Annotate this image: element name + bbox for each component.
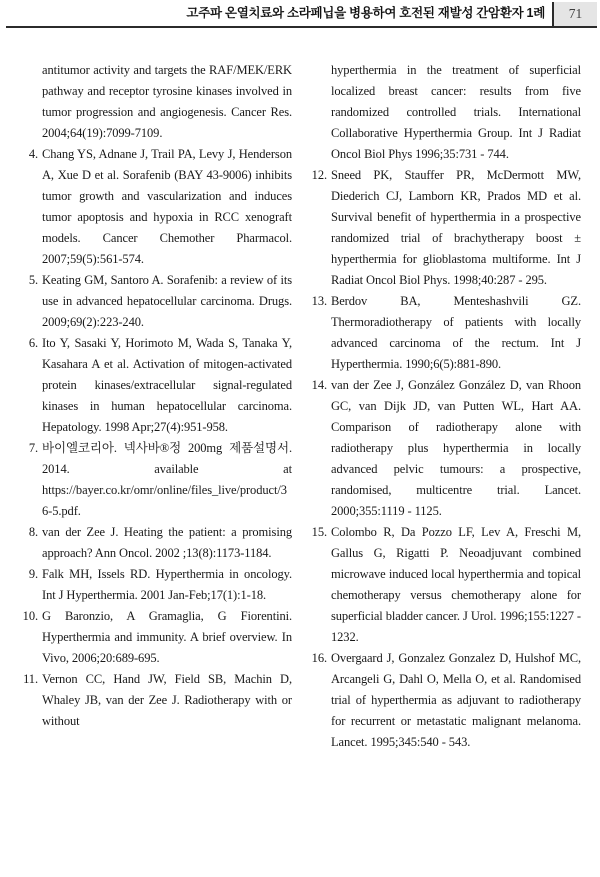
reference-item bbox=[21, 564, 292, 606]
reference-text: hyperthermia in the treatment of superficial localized breast cancer: results from five randomized controlled trials. International Collaborative Hyperthermia Group. Int J Radiat Oncol Biol Phys 1996;35:731 - 744. bbox=[331, 63, 581, 161]
reference-item bbox=[310, 522, 581, 648]
reference-item bbox=[21, 606, 292, 669]
reference-text: Overgaard J, Gonzalez Gonzalez D, Hulshof MC, Arcangeli G, Dahl O, Mella O, et al. Randomised trial of hyperthermia as adjuvant to radiotherapy for recurrent or metastatic malignant melanoma. Lancet. 1995;345:540 - 543. bbox=[331, 651, 581, 749]
reference-item bbox=[21, 144, 292, 270]
reference-number: 16. bbox=[311, 651, 327, 665]
reference-text: G Baronzio, A Gramaglia, G Fiorentini. Hyperthermia and immunity. A brief overview. In Vivo, 2006;20:689-695. bbox=[42, 609, 292, 665]
reference-item bbox=[310, 60, 581, 165]
reference-text: Falk MH, Issels RD. Hyperthermia in oncology. Int J Hyperthermia. 2001 Jan-Feb;17(1):1-18. bbox=[42, 567, 292, 602]
reference-number: 4. bbox=[28, 147, 38, 161]
reference-item bbox=[310, 291, 581, 375]
reference-item bbox=[21, 333, 292, 438]
reference-text: Chang YS, Adnane J, Trail PA, Levy J, Henderson A, Xue D et al. Sorafenib (BAY 43-9006) inhibits tumor growth and vascularization and induces tumor apoptosis and hypoxia in RCC xenograft models. Cancer Chemother Pharmacol. 2007;59(5):561-574. bbox=[42, 147, 292, 266]
reference-number: 10. bbox=[22, 609, 38, 623]
reference-number: 9. bbox=[28, 567, 38, 581]
reference-number: 7. bbox=[28, 441, 38, 455]
reference-text: Ito Y, Sasaki Y, Horimoto M, Wada S, Tanaka Y, Kasahara A et al. Activation of mitogen-activated protein kinases/extracellular signal-regulated kinases in human hepatocellular carcinoma. Hepatology. 1998 Apr;27(4):951-958. bbox=[42, 336, 292, 434]
reference-number: 5. bbox=[28, 273, 38, 287]
reference-item bbox=[21, 60, 292, 144]
reference-number: 12. bbox=[311, 168, 327, 182]
reference-text: Berdov BA, Menteshashvili GZ. Thermoradiotherapy of patients with locally advanced carcinoma of the rectum. Int J Hyperthermia. 1990;6(5):881-890. bbox=[331, 294, 581, 371]
reference-text: 바이엘코리아. 넥사바®정 200mg 제품설명서. 2014. available at https://bayer.co.kr/omr/online/files_live/product/36-5.pdf. bbox=[42, 441, 292, 518]
references-column-left bbox=[21, 60, 292, 753]
reference-item bbox=[310, 375, 581, 522]
reference-text: Colombo R, Da Pozzo LF, Lev A, Freschi M, Gallus G, Rigatti P. Neoadjuvant combined microwave induced local hyperthermia and topical chemotherapy versus chemotherapy alone for superficial bladder cancer. J Urol. 1996;155:1227 - 1232. bbox=[331, 525, 581, 644]
reference-number: 13. bbox=[311, 294, 327, 308]
reference-item bbox=[21, 669, 292, 732]
reference-number: 15. bbox=[311, 525, 327, 539]
reference-item bbox=[21, 438, 292, 522]
reference-text: antitumor activity and targets the RAF/MEK/ERK pathway and receptor tyrosine kinases involved in tumor progression and angiogenesis. Cancer Res. 2004;64(19):7099-7109. bbox=[42, 63, 292, 140]
reference-text: van der Zee J, González González D, van Rhoon GC, van Dijk JD, van Putten WL, Hart AA. Comparison of radiotherapy alone with radiotherapy plus hyperthermia in locally advanced pelvic tumours: a prospective, randomised, multicentre trial. Lancet. 2000;355:1119 - 1125. bbox=[331, 378, 581, 518]
reference-number: 6. bbox=[28, 336, 38, 350]
reference-item bbox=[21, 270, 292, 333]
reference-number: 14. bbox=[311, 378, 327, 392]
reference-number: 11. bbox=[23, 672, 38, 686]
page-number-badge: 71 bbox=[552, 2, 597, 26]
reference-text: van der Zee J. Heating the patient: a promising approach? Ann Oncol. 2002 ;13(8):1173-1184. bbox=[42, 525, 292, 560]
reference-item bbox=[310, 165, 581, 291]
reference-number: 8. bbox=[28, 525, 38, 539]
reference-item bbox=[310, 648, 581, 753]
page-header bbox=[6, 0, 597, 28]
reference-item bbox=[21, 522, 292, 564]
reference-text: Keating GM, Santoro A. Sorafenib: a review of its use in advanced hepatocellular carcinoma. Drugs. 2009;69(2):223-240. bbox=[42, 273, 292, 329]
references-column-right bbox=[310, 60, 581, 753]
references-section bbox=[0, 28, 600, 753]
reference-text: Sneed PK, Stauffer PR, McDermott MW, Diederich CJ, Lamborn KR, Prados MD et al. Survival benefit of hyperthermia in a prospective randomized trial of brachytherapy boost ± hyperthermia for glioblastoma multiforme. Int J Radiat Oncol Biol Phys. 1998;40:287 - 295. bbox=[331, 168, 581, 287]
running-head-title: 고주파 온열치료와 소라페닙을 병용하여 호전된 재발성 간암환자 1례 bbox=[186, 6, 545, 20]
reference-text: Vernon CC, Hand JW, Field SB, Machin D, Whaley JB, van der Zee J. Radiotherapy with or without bbox=[42, 672, 292, 728]
